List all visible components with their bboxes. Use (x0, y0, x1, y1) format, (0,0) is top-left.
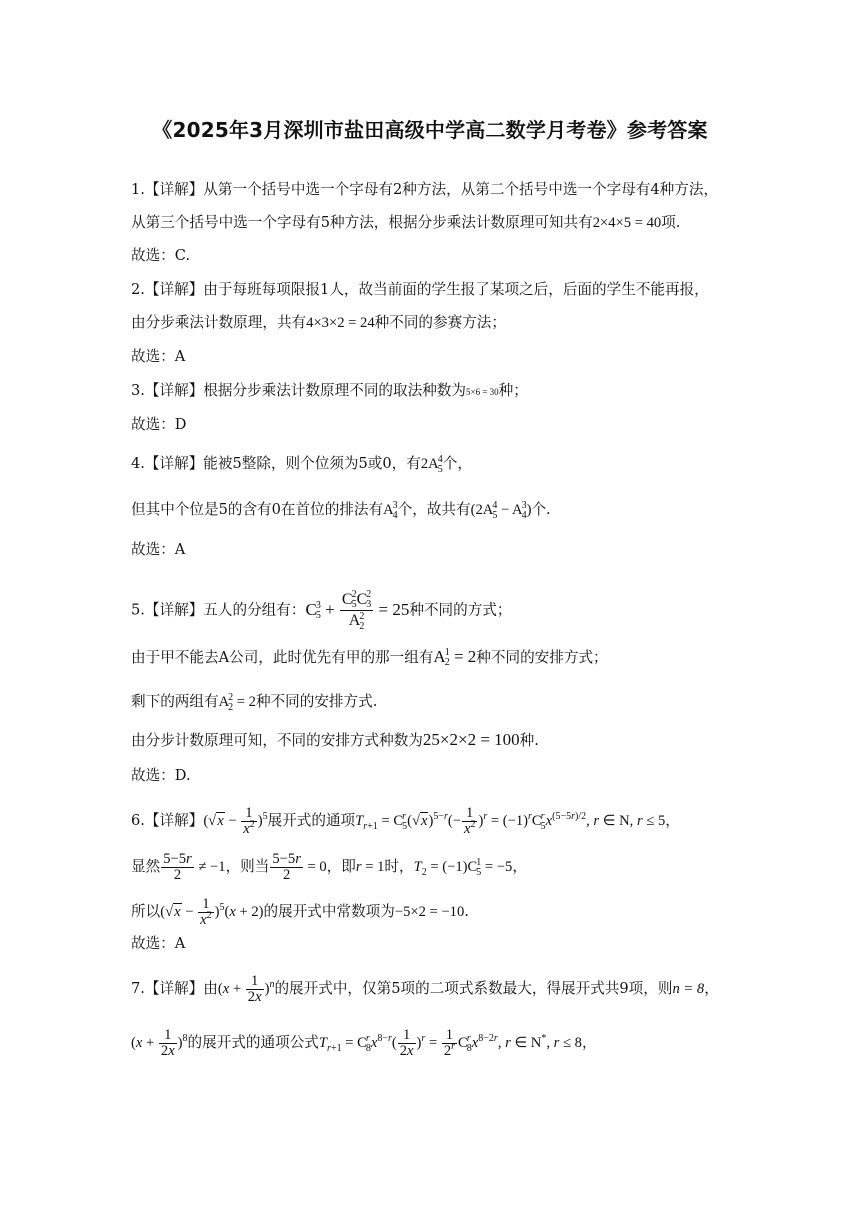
q3-line1-math: 5×6 = 30 (466, 387, 499, 397)
q2-line2-math: 4×3×2 = 24 (306, 315, 375, 331)
q5-line2 (131, 647, 608, 668)
q6-formula-r1: r = 1 (355, 858, 385, 875)
q2-line2 (131, 313, 506, 333)
q7-formula-binomial-8: (x + $\frac{1}{2x}$ )$^8$ (131, 1027, 188, 1059)
q6-line2-text: 显然 (131, 857, 161, 875)
q4-formula-2A54: 2A 4 5 (420, 453, 443, 475)
q3-line1 (131, 381, 528, 402)
q5-formula-A21: A 1 2 = 2 (433, 647, 477, 669)
q6-formula-product: (√x − $\frac{1}{x^2}$ )$^5$(x + 2) (160, 896, 264, 928)
q4-line2 (131, 500, 551, 521)
q5-line1-end: 种不同的方式； (409, 601, 512, 619)
q5-line2-end: 种不同的安排方式； (476, 649, 608, 666)
q5-line3-text: 剩下的两组有 (131, 693, 219, 710)
q6-formula-binomial: (√x − $\frac{1}{x^2}$ )$^5$ (203, 805, 268, 837)
q4-line1 (131, 454, 472, 475)
q6-formula-general-term: $T_{r+1} = C$ r 5 $(√x)^{5-r}(-$ $\frac{1}{x^2}$ )$^r = (-1)^rC$ r 5 $x^{(5-5r)/2}$, r ∈ N, r ≤ 5， (355, 805, 680, 837)
q5-formula-A22: A 2 2 = 2 (218, 691, 256, 713)
q4-line2-end: 个. (531, 501, 551, 518)
q4-line2-text: 但其中个位是5的含有0在首位的排法有 (131, 501, 384, 518)
q5-formula-groups: C 3 5 + C 2 5 C 2 3 A 2 2 = 25 (305, 589, 410, 632)
q5-line3-end: 种不同的安排方式. (255, 693, 378, 710)
q4-formula-diff: (2A 4 5 − A 3 4 ) (470, 499, 532, 521)
q7-line1-mid: 的展开式中，仅第5项的二项式系数最大，得展开式共9项，则 (274, 979, 673, 997)
q7-line1-end: ， (704, 979, 719, 997)
q6-formula-T2: $T_2 = (-1)C$ 1 5 = −5， (413, 856, 527, 878)
q6-line2-mid1: ，则当 (225, 857, 270, 875)
q6-line1 (131, 806, 680, 837)
q4-line2-mid: 个，故共有 (397, 501, 471, 518)
q3-line1-text: 3.【详解】根据分步乘法计数原理不同的取法种数为 (131, 382, 466, 399)
q1-line2-text: 从第三个括号中选一个字母有5种方法，根据分步乘法计数原理可知共有 (131, 214, 593, 231)
q6-line1-mid: 展开式的通项 (267, 811, 356, 829)
q7-formula-binomial-n: (x + $\frac{1}{2x}$ )$^n$ (217, 973, 275, 1005)
q5-line1-text: 5.【详解】五人的分组有： (131, 601, 306, 619)
q4-answer: 故选：A (131, 541, 186, 558)
q5-line4 (131, 730, 539, 751)
q1-line2-end: 项. (661, 214, 681, 231)
q7-line2 (131, 1028, 597, 1059)
q3-line1-end: 种； (498, 382, 528, 399)
q3-answer: 故选：D (131, 416, 187, 433)
q6-answer: 故选：A (131, 935, 186, 952)
q5-line3 (131, 692, 377, 713)
q2-line2-end: 种不同的参赛方法； (374, 314, 506, 331)
q1-line1: 1.【详解】从第一个括号中选一个字母有2种方法，从第二个括号中选一个字母有4种方法， (131, 181, 719, 198)
q4-formula-A43: A 3 4 (383, 499, 398, 521)
q4-line1-end: 个， (442, 455, 472, 472)
q5-line2-text: 由于甲不能去A公司，此时优先有甲的那一组有 (131, 649, 434, 666)
q6-line2-mid3: 时， (384, 857, 414, 875)
page-title: 《2025年3月深圳市盐田高级中学高二数学月考卷》参考答案 (152, 118, 708, 142)
q2-line1: 2.【详解】由于每班每项限报1人，故当前面的学生报了某项之后，后面的学生不能再报， (131, 281, 709, 298)
q5-line4-end: 种. (519, 732, 539, 749)
q7-line2-mid: 的展开式的通项公式 (187, 1033, 319, 1051)
q7-formula-general-term: $T_{r+1} = C$ r 8 $x^{8-r}$( $\frac{1}{2x}$ )$^r$ = $\frac{1}{2^r}$ C r 8 $x^{8-2r}$, r ∈ N*, r ≤ 8， (318, 1027, 597, 1059)
q6-formula-neq: $\frac{5-5r}{2}$ ≠ −1 (163, 851, 226, 883)
q5-line4-math: 25×2×2 = 100 (422, 730, 520, 749)
q6-formula-eq0: $\frac{5-5r}{2}$ = 0 (272, 851, 327, 883)
q1-answer: 故选：C. (131, 247, 191, 264)
q1-line2 (131, 213, 680, 233)
q5-answer: 故选：D. (131, 767, 191, 784)
q5-line1 (131, 590, 512, 632)
q7-line1-text: 7.【详解】由 (131, 979, 218, 997)
q6-line3 (131, 897, 469, 928)
q6-line3-end: . (464, 902, 469, 920)
q7-line1 (131, 974, 719, 1005)
q5-line4-text: 由分步计数原理可知，不同的安排方式种数为 (131, 732, 423, 749)
q6-line2-mid2: ，即 (326, 857, 356, 875)
q6-line2 (131, 852, 527, 883)
q6-line1-text: 6.【详解】 (131, 811, 204, 829)
q2-line2-text: 由分步乘法计数原理，共有 (131, 314, 307, 331)
q1-line2-math: 2×4×5 = 40 (592, 215, 662, 231)
q2-answer: 故选：A (131, 348, 186, 365)
q4-line1-text: 4.【详解】能被5整除，则个位须为5或0，有 (131, 455, 421, 472)
q7-line1-math: n = 8 (672, 980, 705, 997)
q6-line3-mid: 的展开式中常数项为 (263, 902, 395, 920)
q6-line3-math: −5×2 = −10 (394, 903, 465, 920)
q6-line3-text: 所以 (131, 902, 161, 920)
